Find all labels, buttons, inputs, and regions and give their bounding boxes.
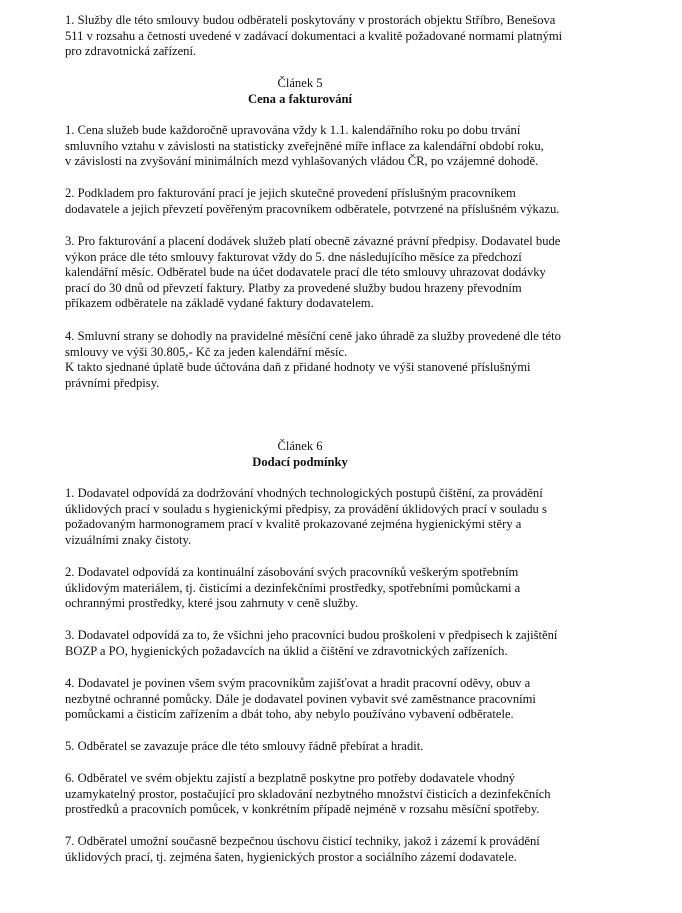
article-5-heading <box>0 76 600 107</box>
article-5-title: Cena a fakturování <box>247 91 353 106</box>
article-6-number: Článek 6 <box>277 439 323 453</box>
article-5-number: Článek 5 <box>277 76 323 90</box>
article-6-paragraph-2: 2. Dodavatel odpovídá za kontinuální zásobování svých pracovníků veškerým spotřebním úklidovým materiálem, tj. čisticími a dezinfekčními prostředky, spotřebními pomůckami a ochrannými prostředky, které jsou zahrnuty v ceně služby. <box>65 565 521 611</box>
article-5-paragraph-2: 2. Podkladem pro fakturování prací je jejich skutečné provedení příslušným pracovníkem dodavatele a jejich převzetí pověřeným pracovníkem odběratele, potvrzené na příslušném výkazu. <box>65 186 560 216</box>
article-6-paragraph-3: 3. Dodavatel odpovídá za to, že všichni jeho pracovníci budou proškoleni v předpisech k zajištění BOZP a PO, hygienických požadavcích na úklid a čištění ve zdravotnických zařízeních. <box>65 628 558 658</box>
article-5-paragraph-1: 1. Cena služeb bude každoročně upravována vždy k 1.1. kalendářního roku po dobu trvání smluvního vztahu v závislosti na statisticky zveřejněné míře inflace za kalendářní období roku, v závislosti na zvyšování minimálních mezd vyhlašovaných vládou ČR, po vzájemné dohodě. <box>65 123 544 169</box>
article-6-paragraph-7: 7. Odběratel umožní současně bezpečnou úschovu čisticí techniky, jakož i zázemí k provádění úklidových prací, tj. zejména šaten, hygienických prostor a sociálního zázemí dodavatele. <box>65 834 540 864</box>
article-6-title: Dodací podmínky <box>252 454 348 469</box>
article-6-paragraph-6: 6. Odběratel ve svém objektu zajistí a bezplatně poskytne pro potřeby dodavatele vhodný uzamykatelný prostor, postačující pro skladování nezbytného množství čisticích a dezinfekčních prostředků a pracovních pomůcek, v konkrétním případě nejméně v rozsahu měsíční spotřeby. <box>65 771 551 817</box>
article-6-paragraph-5: 5. Odběratel se zavazuje práce dle této smlouvy řádně přebírat a hradit. <box>65 739 424 753</box>
article-6-paragraph-1: 1. Dodavatel odpovídá za dodržování vhodných technologických postupů čištění, za provádění úklidových prací v souladu s hygienickými předpisy, za provádění úklidových prací v souladu s požadovaným harmonogramem prací v kvalitě prokazované zejména hygienickými stěry a vizuálními znaky čistoty. <box>65 486 547 547</box>
article-5-paragraph-3: 3. Pro fakturování a placení dodávek služeb platí obecně závazné právní předpisy. Dodavatel bude výkon práce dle této smlouvy fakturovat vždy do 5. dne následujícího měsíce za předchozí kalendářní měsíc. Odběratel bude na účet dodavatele prací dle této smlouvy uhrazovat dodávky prací do 30 dnů od převzetí faktury. Platby za provedené služby budou hrazeny převodním příkazem odběratele na základě vydané faktury dodavatelem. <box>65 234 561 311</box>
article-5-paragraph-4: 4. Smluvní strany se dohodly na pravidelné měsíční ceně jako úhradě za služby provedené dle této smlouvy ve výši 30.805,- Kč za jeden kalendářní měsíc. K takto sjednané úplatě bude účtována daň z přidané hodnoty ve výši stanovené příslušnými právními předpisy. <box>65 329 561 390</box>
intro-paragraph-1: 1. Služby dle této smlouvy budou odběrateli poskytovány v prostorách objektu Stříbro, Benešova 511 v rozsahu a četnosti uvedené v zadávací dokumentaci a kvalitě požadované normami platnými pro zdravotnická zařízení. <box>65 13 563 59</box>
article-6-heading <box>0 439 600 470</box>
article-6-paragraph-4: 4. Dodavatel je povinen všem svým pracovníkům zajišťovat a hradit pracovní oděvy, obuv a nezbytné ochranné pomůcky. Dále je dodavatel povinen vybavit své zaměstnance pracovními pomůckami a čisticím zařízením a dbát toho, aby nebylo používáno vybavení odběratele. <box>65 676 536 722</box>
